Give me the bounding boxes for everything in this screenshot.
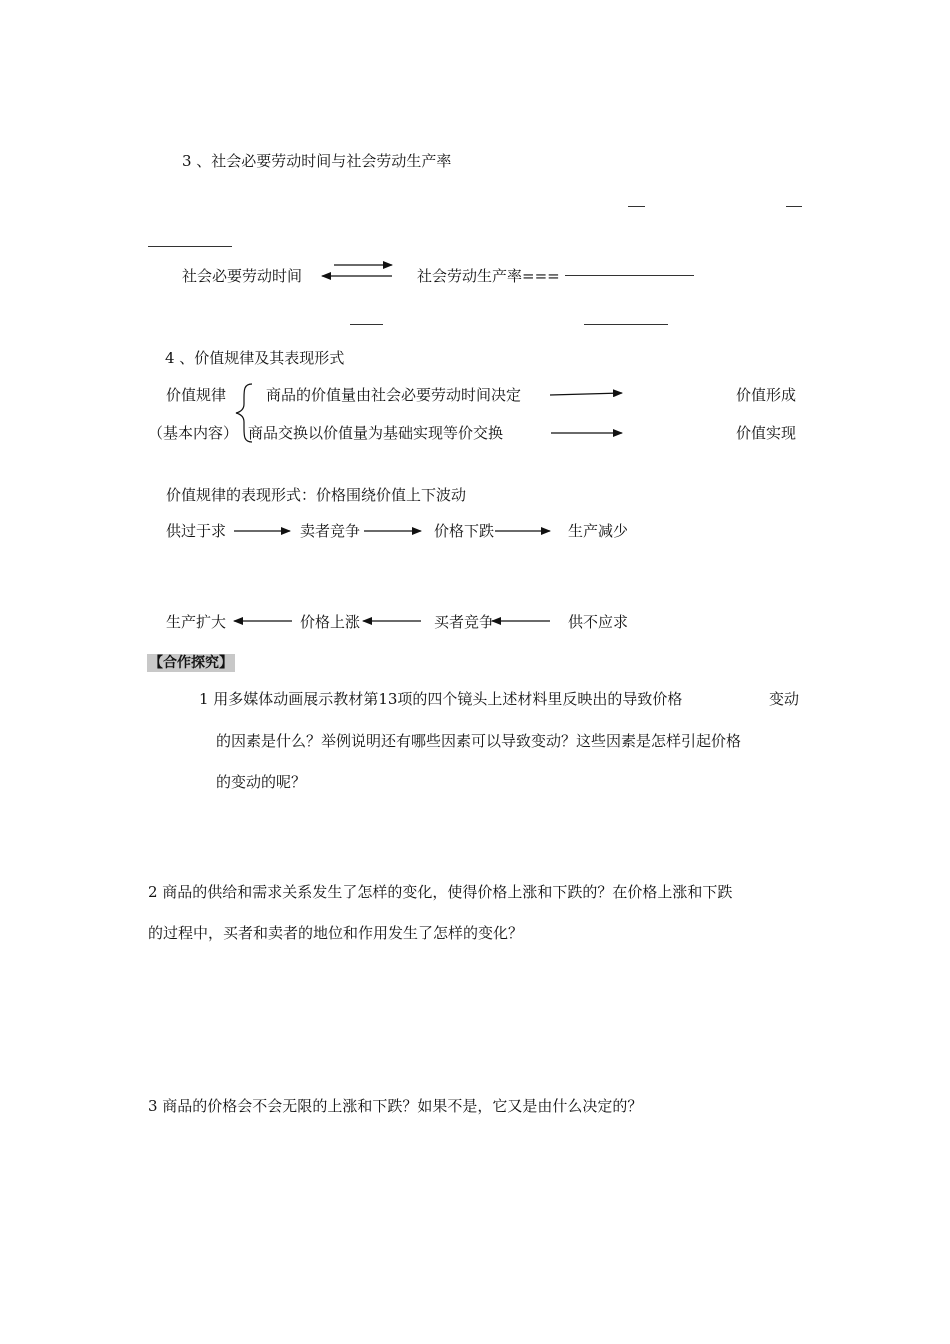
chain-up-item: 买者竞争 bbox=[434, 613, 495, 631]
chain-down-item: 供过于求 bbox=[166, 522, 227, 540]
value-realization-label: 价值实现 bbox=[736, 424, 797, 442]
labor-productivity-label: 社会劳动生产率=== bbox=[417, 267, 560, 285]
chain-down-item: 生产减少 bbox=[568, 522, 629, 540]
basic-content-label: （基本内容） bbox=[148, 424, 239, 442]
question-1-line-3: 的变动的呢？ bbox=[216, 773, 307, 791]
blank-line bbox=[148, 246, 232, 247]
answer-blank-line bbox=[565, 275, 694, 276]
form-of-law-title: 价值规律的表现形式：价格围绕价值上下波动 bbox=[166, 486, 467, 504]
chain-down-item: 卖者竞争 bbox=[300, 522, 361, 540]
cooperation-heading: 【合作探究】 bbox=[149, 655, 233, 671]
question-1-line-2: 的因素是什么？举例说明还有哪些因素可以导致变动？这些因素是怎样引起价格 bbox=[216, 732, 742, 750]
right-arrow-icon bbox=[550, 393, 622, 395]
chain-up-item: 生产扩大 bbox=[166, 613, 227, 631]
section3-title: 3 、社会必要劳动时间与社会劳动生产率 bbox=[182, 152, 452, 170]
blank-line bbox=[584, 324, 668, 325]
blank-line bbox=[786, 206, 802, 207]
blank-line bbox=[628, 206, 645, 207]
chain-down-item: 价格下跌 bbox=[434, 522, 495, 540]
question-1-line-1: 1 用多媒体动画展示教材第13项的四个镜头上述材料里反映出的导致价格 bbox=[199, 690, 683, 708]
chain-up-item: 价格上涨 bbox=[300, 613, 361, 631]
question-2-line-1: 2 商品的供给和需求关系发生了怎样的变化，使得价格上涨和下跌的？在价格上涨和下跌 bbox=[148, 883, 733, 901]
blank-line bbox=[350, 324, 383, 325]
necessary-labor-time-label: 社会必要劳动时间 bbox=[182, 267, 303, 285]
section4-title: 4 、价值规律及其表现形式 bbox=[165, 349, 345, 367]
value-formation-label: 价值形成 bbox=[736, 386, 797, 404]
question-3-line-1: 3 商品的价格会不会无限的上涨和下跌？如果不是，它又是由什么决定的？ bbox=[148, 1097, 643, 1115]
question-2-line-2: 的过程中，买者和卖者的地位和作用发生了怎样的变化？ bbox=[148, 924, 524, 942]
law-of-value-label: 价值规律 bbox=[166, 386, 227, 404]
law-content-line-1: 商品的价值量由社会必要劳动时间决定 bbox=[266, 386, 522, 404]
chain-up-item: 供不应求 bbox=[568, 613, 629, 631]
question-1-line-1-end: 变动 bbox=[769, 690, 800, 708]
law-content-line-2: 商品交换以价值量为基础实现等价交换 bbox=[248, 424, 504, 442]
